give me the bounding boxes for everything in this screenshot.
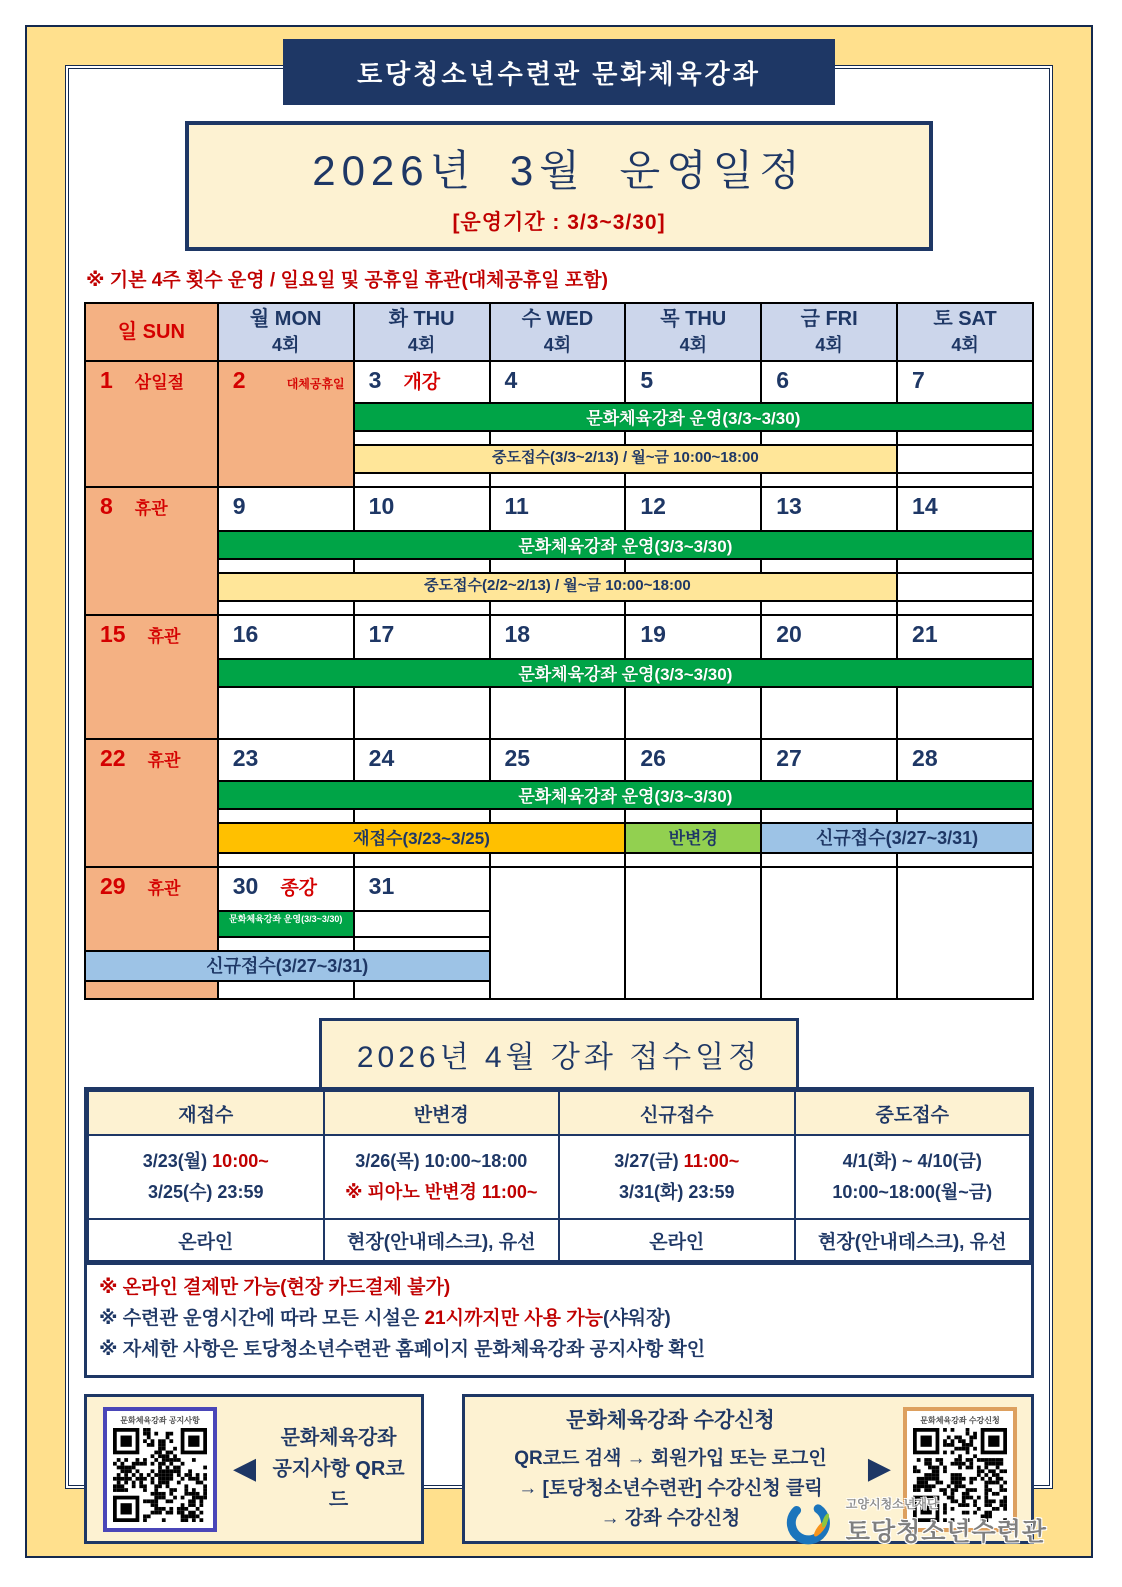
april-mode-midreg: 현장(안내데스크), 유선 xyxy=(795,1219,1031,1261)
date-cell-mar29: 29 휴관 xyxy=(85,867,218,951)
april-header-midreg: 중도접수 xyxy=(795,1091,1031,1135)
qr-card-notice xyxy=(103,1407,217,1532)
qr-box-notice xyxy=(84,1394,424,1544)
april-schedule-box xyxy=(84,1087,1034,1378)
april-schedule-table xyxy=(87,1090,1031,1262)
april-header-classchange: 반변경 xyxy=(324,1091,560,1135)
april-dates-rereg: 3/23(월) 10:00~ 3/25(수) 23:59 xyxy=(88,1135,324,1219)
date-cell-mar13: 13 xyxy=(761,487,897,531)
page-title: 2026년 3월 운영일정 xyxy=(312,147,806,194)
org-banner-text: 토당청소년수련관 문화체육강좌 xyxy=(357,58,761,89)
date-cell-mar11: 11 xyxy=(490,487,626,531)
band-class-change: 반변경 xyxy=(625,823,761,853)
footer-logo-text xyxy=(846,1495,1047,1548)
date-cell-mar31: 31 xyxy=(354,867,490,911)
april-header-newreg: 신규접수 xyxy=(559,1091,795,1135)
note-hours: ※ 수련관 운영시간에 따라 모든 시설은 21시까지만 사용 가능(샤워장) xyxy=(99,1307,671,1329)
org-logo-icon xyxy=(784,1496,836,1548)
date-cell-mar15: 15 휴관 xyxy=(85,615,218,739)
footer-logo xyxy=(784,1495,1047,1548)
arrow-right-icon: ▶ xyxy=(867,1452,891,1486)
date-cell-mar24: 24 xyxy=(354,739,490,781)
band-operation-week1: 문화체육강좌 운영(3/3~3/30) xyxy=(354,403,1033,431)
org-banner xyxy=(283,39,835,105)
operation-period: [운영기간 : 3/3~3/30] xyxy=(452,211,666,234)
band-operation-week3: 문화체육강좌 운영(3/3~3/30) xyxy=(218,659,1033,687)
date-cell-mar18: 18 xyxy=(490,615,626,659)
date-cell-mar10: 10 xyxy=(354,487,490,531)
date-cell-mar12: 12 xyxy=(625,487,761,531)
poster-content xyxy=(69,39,1049,1544)
apply-step-3: → 강좌 수강신청 xyxy=(600,1508,741,1530)
qr-caption-notice: 문화체육강좌 공지사항 xyxy=(120,1415,200,1425)
qr-label-notice: 문화체육강좌 공지사항 QR코드 xyxy=(272,1426,405,1511)
date-cell-mar7: 7 xyxy=(897,361,1033,403)
band-midreg-week2: 중도접수(2/2~2/13) / 월~금 10:00~18:00 xyxy=(218,573,897,601)
april-dates-midreg: 4/1(화) ~ 4/10(금) 10:00~18:00(월~금) xyxy=(795,1135,1031,1219)
empty-cell-wed xyxy=(490,867,626,999)
date-cell-mar23: 23 xyxy=(218,739,354,781)
empty-cell-sat xyxy=(897,867,1033,999)
april-mode-classchange: 현장(안내데스크), 유선 xyxy=(324,1219,560,1261)
date-cell-mar25: 25 xyxy=(490,739,626,781)
band-newreg-week4: 신규접수(3/27~3/31) xyxy=(761,823,1033,853)
note-payment: ※ 온라인 결제만 가능(현장 카드결제 불가) xyxy=(99,1277,451,1298)
date-cell-mar1: 1 삼일절 xyxy=(85,361,218,487)
band-operation-week4: 문화체육강좌 운영(3/3~3/30) xyxy=(218,781,1033,809)
date-cell-mar21: 21 xyxy=(897,615,1033,659)
date-cell-mar3: 3 개강 xyxy=(354,361,490,403)
calendar-header-tue: 화 THU 4회 xyxy=(354,303,490,361)
date-cell-mar4: 4 xyxy=(490,361,626,403)
april-mode-rereg: 온라인 xyxy=(88,1219,324,1261)
band-operation-week2: 문화체육강좌 운영(3/3~3/30) xyxy=(218,531,1033,559)
date-cell-mar30: 30 종강 xyxy=(218,867,354,911)
empty-cell-thu xyxy=(625,867,761,999)
date-cell-mar22: 22 휴관 xyxy=(85,739,218,867)
calendar-header-wed: 수 WED 4회 xyxy=(490,303,626,361)
calendar-header-sun: 일 SUN xyxy=(85,303,218,361)
april-dates-newreg: 3/27(금) 11:00~ 3/31(화) 23:59 xyxy=(559,1135,795,1219)
qr-caption-apply: 문화체육강좌 수강신청 xyxy=(920,1415,1000,1425)
band-midreg-week1: 중도접수(3/3~2/13) / 월~금 10:00~18:00 xyxy=(354,445,897,473)
notice-qr-code-icon xyxy=(113,1428,207,1522)
note-details: ※ 자세한 사항은 토당청소년수련관 홈페이지 문화체육강좌 공지사항 확인 xyxy=(99,1338,706,1360)
april-mode-newreg: 온라인 xyxy=(559,1219,795,1261)
date-cell-mar6: 6 xyxy=(761,361,897,403)
april-dates-classchange: 3/26(목) 10:00~18:00 ※ 피아노 반변경 11:00~ xyxy=(324,1135,560,1219)
title-box xyxy=(185,121,933,251)
band-operation-small: 문화체육강좌 운영(3/3~3/30) xyxy=(218,911,354,937)
band-rereg: 재접수(3/23~3/25) xyxy=(218,823,626,853)
date-cell-mar27: 27 xyxy=(761,739,897,781)
notes-section xyxy=(87,1262,1031,1375)
apply-title: 문화체육강좌 수강신청 xyxy=(566,1408,775,1432)
date-cell-mar9: 9 xyxy=(218,487,354,531)
footer-org-name: 고양시청소년재단 xyxy=(845,1497,939,1511)
calendar-header-mon: 월 MON 4회 xyxy=(218,303,354,361)
calendar-header-sat: 토 SAT 4회 xyxy=(897,303,1033,361)
date-cell-mar26: 26 xyxy=(625,739,761,781)
date-cell-mar17: 17 xyxy=(354,615,490,659)
march-calendar xyxy=(84,302,1034,1000)
calendar-header-thu: 목 THU 4회 xyxy=(625,303,761,361)
april-header-rereg: 재접수 xyxy=(88,1091,324,1135)
date-cell-mar16: 16 xyxy=(218,615,354,659)
date-cell-mar14: 14 xyxy=(897,487,1033,531)
date-cell-mar20: 20 xyxy=(761,615,897,659)
top-note: ※ 기본 4주 횟수 운영 / 일요일 및 공휴일 휴관(대체공휴일 포함) xyxy=(86,270,608,291)
poster-frame xyxy=(25,25,1093,1558)
date-cell-mar8: 8 휴관 xyxy=(85,487,218,615)
band-newreg-week5: 신규접수(3/27~3/31) xyxy=(85,951,490,981)
april-schedule-title: 2026년 4월 강좌 접수일정 xyxy=(319,1018,799,1090)
apply-step-1: QR코드 검색 → 회원가입 또는 로그인 xyxy=(514,1447,827,1469)
date-cell-mar2: 2 대체공휴일 xyxy=(218,361,354,487)
date-cell-mar28: 28 xyxy=(897,739,1033,781)
date-cell-mar19: 19 xyxy=(625,615,761,659)
calendar-header-fri: 금 FRI 4회 xyxy=(761,303,897,361)
empty-cell-fri xyxy=(761,867,897,999)
footer-center-name: 토당청소년수련관 xyxy=(845,1518,1047,1546)
arrow-left-icon: ◀ xyxy=(233,1452,257,1486)
date-cell-mar5: 5 xyxy=(625,361,761,403)
apply-step-2: → [토당청소년수련관] 수강신청 클릭 xyxy=(518,1478,823,1500)
